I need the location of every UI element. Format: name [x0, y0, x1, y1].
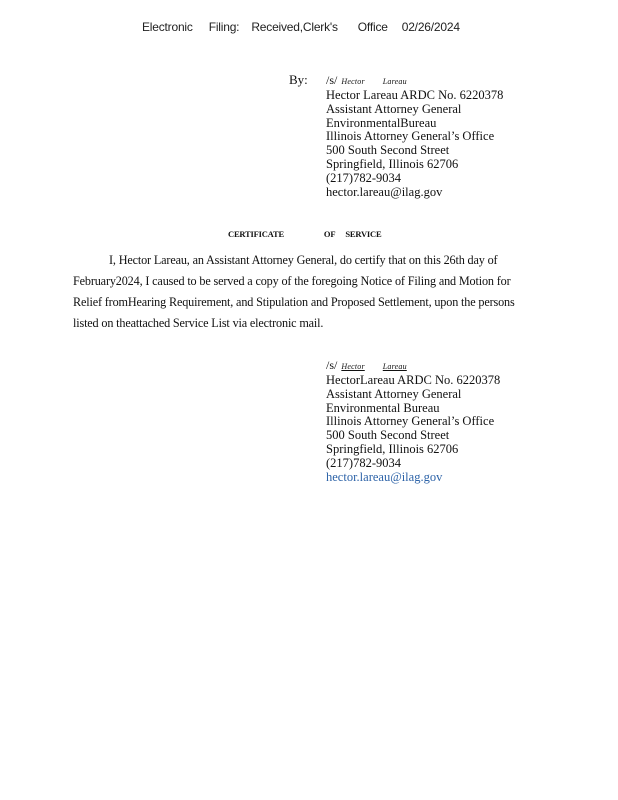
- signer-bureau: Environmental Bureau: [326, 400, 440, 415]
- by-label: By:: [289, 72, 308, 87]
- certificate-heading: [228, 229, 381, 239]
- certificate-line: February2024, I caused to be served a copy of the foregoing Notice of Filing and Motion for: [73, 274, 511, 288]
- signer-title: Assistant Attorney General: [326, 386, 462, 401]
- signature-script: [341, 77, 406, 86]
- certificate-heading-word: SERVICE: [345, 229, 382, 239]
- electronic-signature-top: [326, 73, 503, 89]
- signature-block-bottom: [326, 358, 500, 484]
- signer-office: Illinois Attorney General’s Office: [326, 129, 495, 144]
- signature-last-name: Lareau: [382, 362, 407, 371]
- filing-stamp-part-received: Received,Clerk's: [251, 20, 338, 34]
- signer-street: 500 South Second Street: [326, 143, 450, 158]
- signer-office: Illinois Attorney General’s Office: [326, 414, 495, 429]
- certificate-heading-word: CERTIFICATE: [228, 229, 284, 239]
- signature-first-name: Hector: [341, 362, 365, 371]
- certificate-line: I, Hector Lareau, an Assistant Attorney General, do certify that on this 26th day of: [109, 253, 498, 267]
- signer-city: Springfield, Illinois 62706: [326, 441, 459, 456]
- certificate-body: [73, 250, 583, 334]
- signer-email: hector.lareau@ilag.gov: [326, 184, 443, 199]
- signature-last-name: Lareau: [382, 77, 407, 86]
- signer-phone: (217)782-9034: [326, 455, 401, 470]
- signer-title: Assistant Attorney General: [326, 101, 462, 116]
- filing-stamp-part-electronic: Electronic: [142, 20, 193, 34]
- signer-phone: (217)782-9034: [326, 170, 401, 185]
- certificate-line: listed on theattached Service List via electronic mail.: [73, 316, 324, 330]
- signer-street: 500 South Second Street: [326, 428, 450, 443]
- signer-bureau: EnvironmentalBureau: [326, 115, 437, 130]
- signer-city: Springfield, Illinois 62706: [326, 156, 459, 171]
- signature-prefix: /s/: [326, 358, 338, 372]
- filing-stamp-header: [142, 20, 460, 34]
- signer-name-ardc: Hector Lareau ARDC No. 6220378: [326, 88, 504, 102]
- filing-stamp-part-filing: Filing:: [208, 20, 240, 34]
- filing-stamp-date: 02/26/2024: [401, 20, 460, 34]
- signature-script: [341, 362, 418, 371]
- filing-stamp-part-office: Office: [357, 20, 388, 34]
- electronic-signature-bottom: [326, 358, 500, 374]
- signature-first-name: Hector: [341, 77, 365, 86]
- signer-name-ardc: HectorLareau ARDC No. 6220378: [326, 373, 501, 387]
- signature-prefix: /s/: [326, 73, 338, 87]
- certificate-line: Relief fromHearing Requirement, and Stipulation and Proposed Settlement, upon the persons: [73, 295, 515, 309]
- certificate-heading-word: OF: [323, 229, 336, 239]
- signature-block-top: [326, 73, 503, 199]
- signer-email-link[interactable]: hector.lareau@ilag.gov: [326, 469, 443, 484]
